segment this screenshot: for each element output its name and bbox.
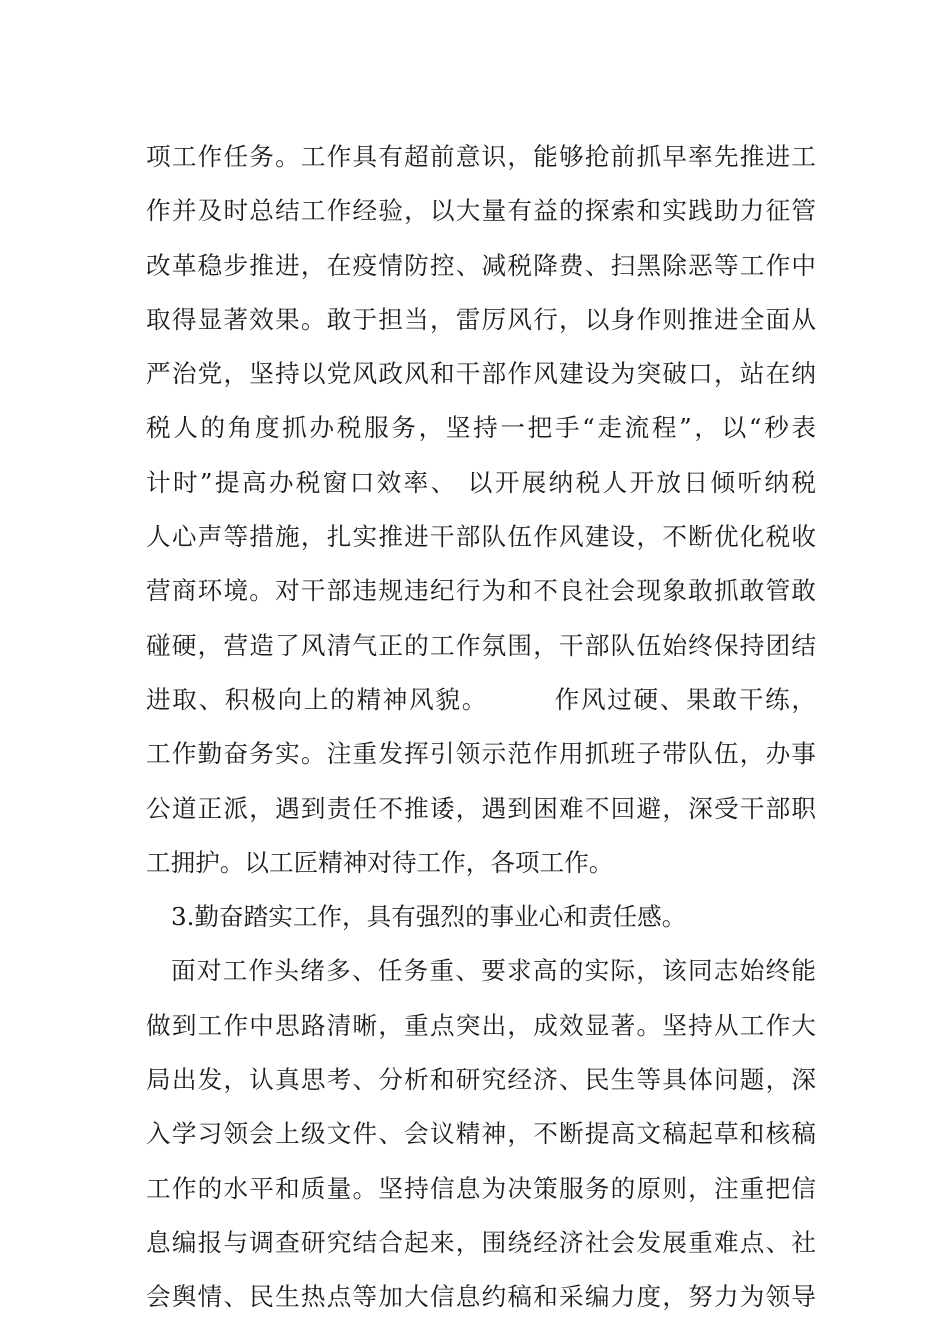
text-line: 计时”提高办税窗口效率、 以开展纳税人开放日倾听纳税 <box>146 467 816 497</box>
text-line: 进取、积极向上的精神风貌。 作风过硬、果敢干练， <box>146 684 816 714</box>
text-line: 息编报与调查研究结合起来，围绕经济社会发展重难点、社 <box>146 1227 816 1257</box>
text-line: 入学习领会上级文件、会议精神，不断提高文稿起草和核稿 <box>146 1119 816 1149</box>
text-line: 做到工作中思路清晰，重点突出，成效显著。坚持从工作大 <box>146 1010 816 1040</box>
text-line: 作并及时总结工作经验，以大量有益的探索和实践助力征管 <box>146 196 816 226</box>
text-line: 项工作任务。工作具有超前意识，能够抢前抓早率先推进工 <box>146 142 816 171</box>
text-line: 改革稳步推进，在疫情防控、减税降费、扫黑除恶等工作中 <box>146 250 816 280</box>
text-line: 营商环境。对干部违规违纪行为和不良社会现象敢抓敢管敢 <box>146 576 816 606</box>
text-line: 严治党，坚持以党风政风和干部作风建设为突破口，站在纳 <box>146 359 816 389</box>
section-heading: 3.勤奋踏实工作，具有强烈的事业心和责任感。 <box>171 902 687 932</box>
text-line: 局出发，认真思考、分析和研究经济、民生等具体问题，深 <box>146 1065 816 1095</box>
text-line: 人心声等措施，扎实推进干部队伍作风建设，不断优化税收 <box>146 522 816 552</box>
text-line: 取得显著效果。敢于担当，雷厉风行，以身作则推进全面从 <box>146 304 816 334</box>
text-line: 面对工作头绪多、任务重、要求高的实际，该同志始终能 <box>171 956 816 986</box>
text-line: 碰硬，营造了风清气正的工作氛围，干部队伍始终保持团结 <box>146 630 816 660</box>
text-line: 工作勤奋务实。注重发挥引领示范作用抓班子带队伍，办事 <box>146 739 816 769</box>
document-body <box>146 130 816 1325</box>
text-line: 税人的角度抓办税服务，坚持一把手“走流程”，以“秒表 <box>146 413 816 443</box>
text-line: 工拥护。以工匠精神对待工作，各项工作。 <box>146 847 614 877</box>
text-line: 公道正派，遇到责任不推诿，遇到困难不回避，深受干部职 <box>146 793 816 823</box>
text-line: 会舆情、民生热点等加大信息约稿和采编力度，努力为领导 <box>146 1282 816 1312</box>
text-line: 工作的水平和质量。坚持信息为决策服务的原则，注重把信 <box>146 1173 816 1203</box>
